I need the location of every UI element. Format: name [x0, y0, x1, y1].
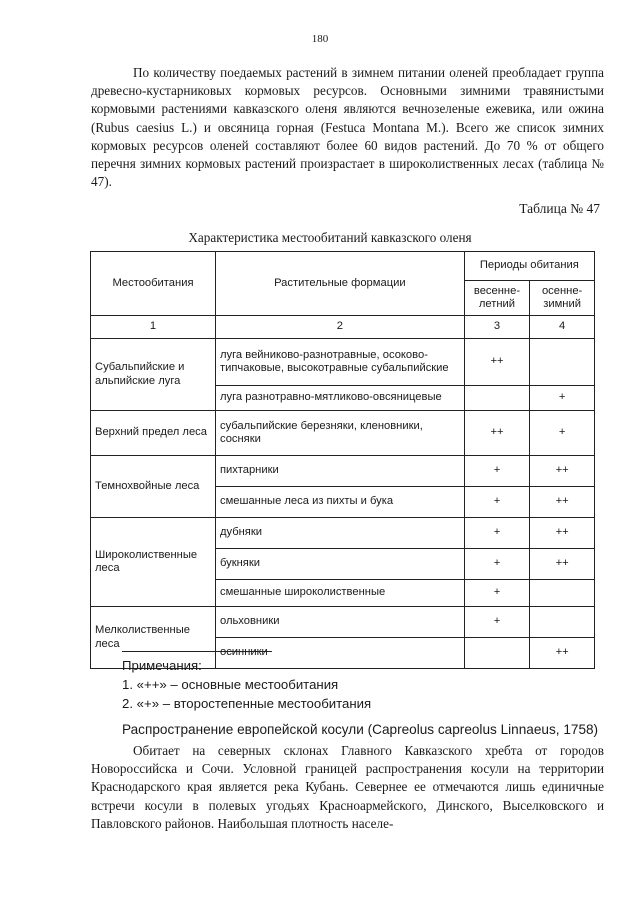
header-formations: Растительные формации — [215, 252, 464, 316]
autumn-winter-mark: ++ — [530, 638, 595, 669]
table-row — [91, 518, 595, 549]
spring-summer-mark: ++ — [464, 411, 529, 456]
formation-cell: луга разнотравно-мятликово-овсяницевые — [215, 386, 464, 411]
table-row — [91, 339, 595, 386]
page-number: 180 — [311, 33, 329, 45]
autumn-winter-mark — [530, 580, 595, 607]
table-row — [91, 607, 595, 638]
col-number: 2 — [215, 316, 464, 339]
habitat-cell: Верхний предел леса — [91, 411, 216, 456]
autumn-winter-mark — [530, 339, 595, 386]
col-number: 3 — [464, 316, 529, 339]
header-periods: Периоды обитания — [464, 252, 594, 281]
habitat-cell: Темнохвойные леса — [91, 456, 216, 518]
autumn-winter-mark — [530, 607, 595, 638]
autumn-winter-mark: + — [530, 386, 595, 411]
habitat-cell: Мелколиственные леса — [91, 607, 216, 669]
autumn-winter-mark: ++ — [530, 518, 595, 549]
formation-cell: осинники — [215, 638, 464, 669]
spring-summer-mark: ++ — [464, 339, 529, 386]
spring-summer-mark — [464, 386, 529, 411]
formation-cell: пихтарники — [215, 456, 464, 487]
autumn-winter-mark: ++ — [530, 549, 595, 580]
autumn-winter-mark: + — [530, 411, 595, 456]
spring-summer-mark: + — [464, 549, 529, 580]
autumn-winter-mark: ++ — [530, 456, 595, 487]
spring-summer-mark: + — [464, 487, 529, 518]
section-heading: Распространение европейской косули (Capreolus capreolus Linnaeus, 1758) — [122, 722, 599, 737]
roe-deer-paragraph: Обитает на северных склонах Главного Кавказского хребта от городов Новороссийска и Сочи. Условной границей распространения косули на территории Краснодарского края является река Кубань. Севернее ее отмечаются лишь единичные встречи косули в полевых угодьях Красноармейского, Динского, Выселковского и Павловского районов. Наибольшая плотность населе- — [91, 743, 604, 831]
table-row — [91, 456, 595, 487]
formation-cell: букняки — [215, 549, 464, 580]
note-item: 1. «++» – основные местообитания — [122, 677, 339, 692]
table-row — [91, 411, 595, 456]
habitat-cell: Субальпийские и альпийские луга — [91, 339, 216, 411]
table-label: Таблица № 47 — [519, 201, 600, 216]
note-item: 2. «+» – второстепенные местообитания — [122, 696, 372, 711]
autumn-winter-mark: ++ — [530, 487, 595, 518]
formation-cell: смешанные широколиственные — [215, 580, 464, 607]
spring-summer-mark: + — [464, 518, 529, 549]
formation-cell: ольховники — [215, 607, 464, 638]
table-title: Характеристика местообитаний кавказского оленя — [188, 230, 472, 245]
notes-separator — [122, 651, 272, 652]
formation-cell: дубняки — [215, 518, 464, 549]
notes — [122, 656, 371, 713]
table-body — [91, 339, 595, 669]
header-habitat: Местообитания — [91, 252, 216, 316]
spring-summer-mark: + — [464, 607, 529, 638]
habitat-table — [90, 251, 595, 669]
habitat-cell: Широколиственные леса — [91, 518, 216, 607]
spring-summer-mark: + — [464, 456, 529, 487]
formation-cell: субальпийские березняки, кленовники, сосняки — [215, 411, 464, 456]
notes-heading: Примечания: — [122, 658, 202, 673]
formation-cell: смешанные леса из пихты и бука — [215, 487, 464, 518]
intro-paragraph: По количеству поедаемых растений в зимнем питании оленей преобладает группа древесно-кустарниковых кормовых ресурсов. Основными зимними травянистыми кормовыми растениями кавказского оленя являются вечнозеленые ежевика, или ожина (Rubus caesius L.) и овсяница горная (Festuca Montana M.). Всего же список зимних кормовых ресурсов оленей составляют более 60 видов растений. До 70 % от общего перечня зимних кормовых растений произрастает в широколиственных лесах (таблица № 47). — [91, 65, 604, 190]
formation-cell: луга вейниково-разнотравные, осоково-типчаковые, высокотравные субальпийские — [215, 339, 464, 386]
col-number: 4 — [530, 316, 595, 339]
header-autumn-winter: осенне-зимний — [530, 281, 595, 316]
header-spring-summer: весенне-летний — [464, 281, 529, 316]
spring-summer-mark — [464, 638, 529, 669]
col-number: 1 — [91, 316, 216, 339]
spring-summer-mark: + — [464, 580, 529, 607]
